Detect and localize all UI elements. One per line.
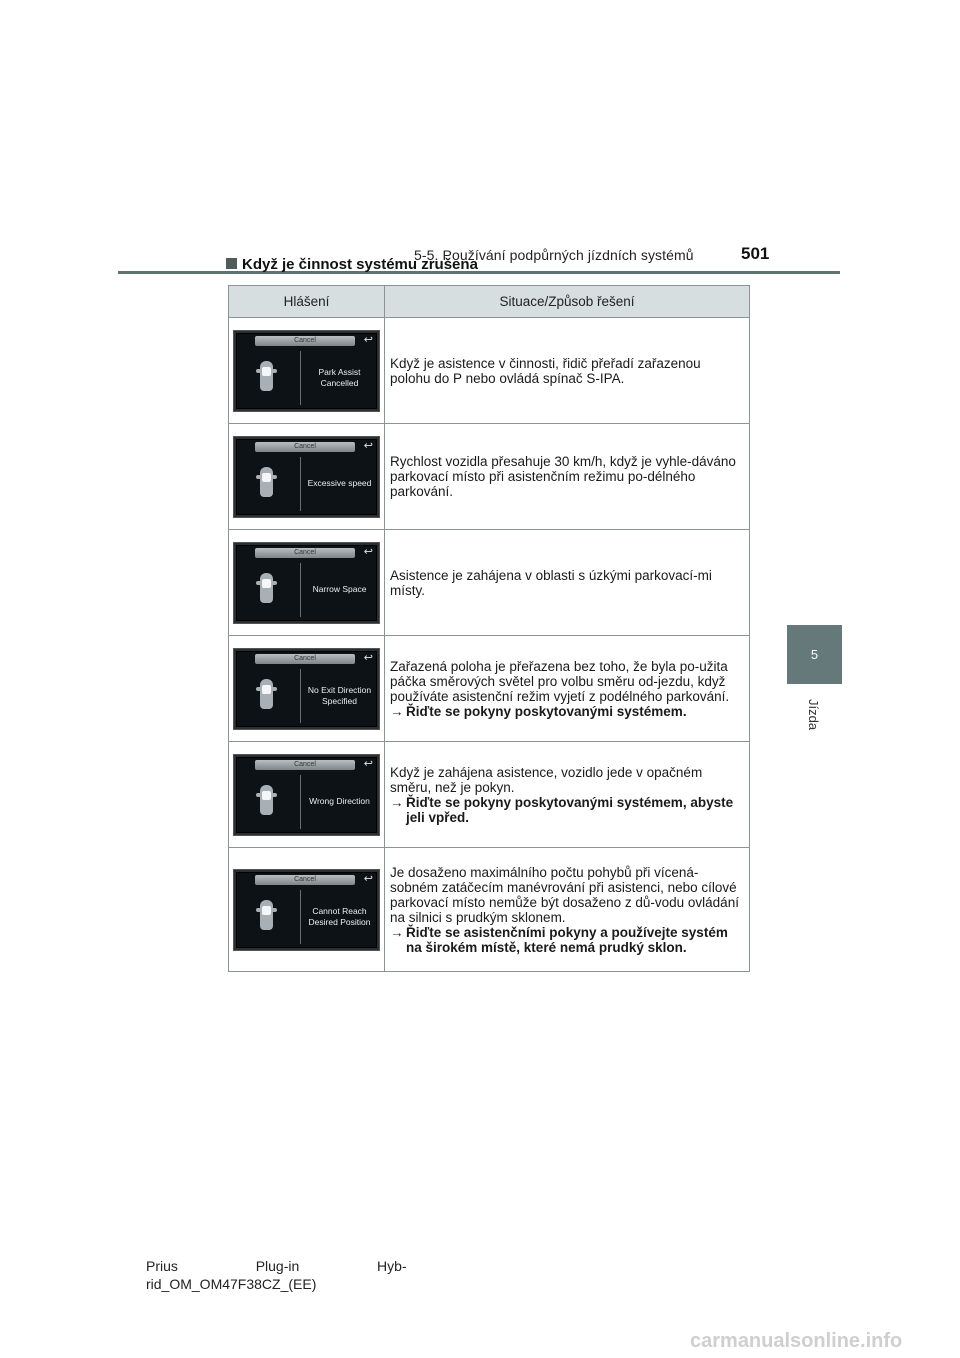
section-heading-text: Když je činnost systému zrušena bbox=[242, 256, 478, 273]
car-top-view-icon bbox=[260, 467, 273, 497]
cancel-bar: Cancel bbox=[255, 654, 355, 664]
cancel-bar: Cancel bbox=[255, 760, 355, 770]
screen-divider bbox=[300, 457, 301, 511]
car-top-view-icon bbox=[260, 785, 273, 815]
footer-model-line-1: Prius Plug-in Hyb- bbox=[146, 1258, 407, 1274]
situation-cell bbox=[385, 636, 750, 742]
table-row bbox=[229, 848, 750, 972]
cancel-bar: Cancel bbox=[255, 548, 355, 558]
situation-text: Když je asistence v činnosti, řidič přeřadí zařazenou polohu do P nebo ovládá spínač S-IPA. bbox=[390, 355, 701, 386]
square-bullet-icon bbox=[226, 258, 237, 269]
display-screen bbox=[233, 330, 380, 412]
return-arrow-icon: ↩ bbox=[363, 439, 373, 452]
message-screen-cell bbox=[229, 742, 385, 848]
situation-text: Zařazená poloha je přeřazena bez toho, že byla po-užita páčka směrových světel pro volbu směru od-jezdu, když používáte asistenční režim vyjetí z podélného parkování. bbox=[390, 658, 730, 704]
solution-text bbox=[390, 704, 741, 719]
screen-message: Wrong Direction bbox=[309, 796, 370, 806]
table-row bbox=[229, 636, 750, 742]
situation-cell bbox=[385, 848, 750, 972]
cancel-bar: Cancel bbox=[255, 442, 355, 452]
display-screen bbox=[233, 542, 380, 624]
car-top-view-icon bbox=[260, 679, 273, 709]
situation-text: Je dosaženo maximálního počtu pohybů při vícená-sobném zatáčecím manévrování při asistenci, nebo cílové parkovací místo nemůže být dosaženo z dů-vodu ovládání na silnici s prudkým sklonem. bbox=[390, 864, 739, 925]
table-row bbox=[229, 742, 750, 848]
table-header-row bbox=[229, 286, 750, 318]
column-header-message: Hlášení bbox=[229, 286, 385, 318]
footer-model-line-2: rid_OM_OM47F38CZ_(EE) bbox=[146, 1276, 317, 1292]
message-screen-cell bbox=[229, 848, 385, 972]
arrow-right-icon: → bbox=[390, 924, 404, 940]
car-top-view-icon bbox=[260, 573, 273, 603]
message-screen-cell bbox=[229, 318, 385, 424]
table-row bbox=[229, 318, 750, 424]
solution-text bbox=[390, 925, 741, 955]
return-arrow-icon: ↩ bbox=[363, 545, 373, 558]
chapter-label: Jízda bbox=[806, 699, 821, 731]
message-screen-cell bbox=[229, 530, 385, 636]
screen-message: Cannot Reach Desired Position bbox=[308, 905, 371, 927]
page-number: 501 bbox=[741, 244, 770, 263]
table-row bbox=[229, 530, 750, 636]
situation-text: Když je zahájena asistence, vozidlo jede v opačném směru, než je pokyn. bbox=[390, 764, 703, 795]
screen-message: Park Assist Cancelled bbox=[318, 366, 361, 388]
solution-label: Řiďte se pokyny poskytovanými systémem. bbox=[406, 703, 687, 719]
situation-text: Rychlost vozidla přesahuje 30 km/h, když je vyhle-dáváno parkovací místo při asistenčním režimu po-délného parkování. bbox=[390, 454, 736, 499]
return-arrow-icon: ↩ bbox=[363, 333, 373, 346]
solution-text bbox=[390, 795, 741, 825]
message-screen-cell bbox=[229, 424, 385, 530]
message-screen-cell bbox=[229, 636, 385, 742]
arrow-right-icon: → bbox=[390, 794, 404, 810]
messages-table bbox=[228, 285, 750, 972]
screen-divider bbox=[300, 890, 301, 944]
display-screen bbox=[233, 436, 380, 518]
display-screen bbox=[233, 648, 380, 730]
situation-cell bbox=[385, 742, 750, 848]
screen-divider bbox=[300, 775, 301, 829]
situation-cell bbox=[385, 530, 750, 636]
arrow-right-icon: → bbox=[390, 703, 404, 719]
return-arrow-icon: ↩ bbox=[363, 757, 373, 770]
car-top-view-icon bbox=[260, 361, 273, 391]
situation-cell bbox=[385, 424, 750, 530]
screen-divider bbox=[300, 669, 301, 723]
return-arrow-icon: ↩ bbox=[363, 872, 373, 885]
screen-message: No Exit Direction Specified bbox=[307, 684, 372, 706]
chapter-tab: 5 bbox=[787, 625, 842, 684]
screen-message: Excessive speed bbox=[307, 478, 372, 488]
car-top-view-icon bbox=[260, 900, 273, 930]
solution-label: Řiďte se pokyny poskytovanými systémem, abyste jeli vpřed. bbox=[406, 794, 734, 825]
watermark: carmanualsonline.info bbox=[690, 1330, 903, 1352]
table-row bbox=[229, 424, 750, 530]
display-screen bbox=[233, 869, 380, 951]
return-arrow-icon: ↩ bbox=[363, 651, 373, 664]
screen-message: Narrow Space bbox=[312, 584, 367, 594]
situation-cell bbox=[385, 318, 750, 424]
column-header-situation: Situace/Způsob řešení bbox=[385, 286, 750, 318]
cancel-bar: Cancel bbox=[255, 875, 355, 885]
section-heading bbox=[226, 256, 478, 273]
header-section-title: 5-5. Používání podpůrných jízdních systémů bbox=[414, 247, 694, 263]
cancel-bar: Cancel bbox=[255, 336, 355, 346]
screen-divider bbox=[300, 563, 301, 617]
display-screen bbox=[233, 754, 380, 836]
solution-label: Řiďte se asistenčními pokyny a používejte systém na širokém místě, které nemá prudký sklon. bbox=[406, 924, 728, 955]
situation-text: Asistence je zahájena v oblasti s úzkými parkovací-mi místy. bbox=[390, 567, 712, 598]
screen-divider bbox=[300, 351, 301, 405]
